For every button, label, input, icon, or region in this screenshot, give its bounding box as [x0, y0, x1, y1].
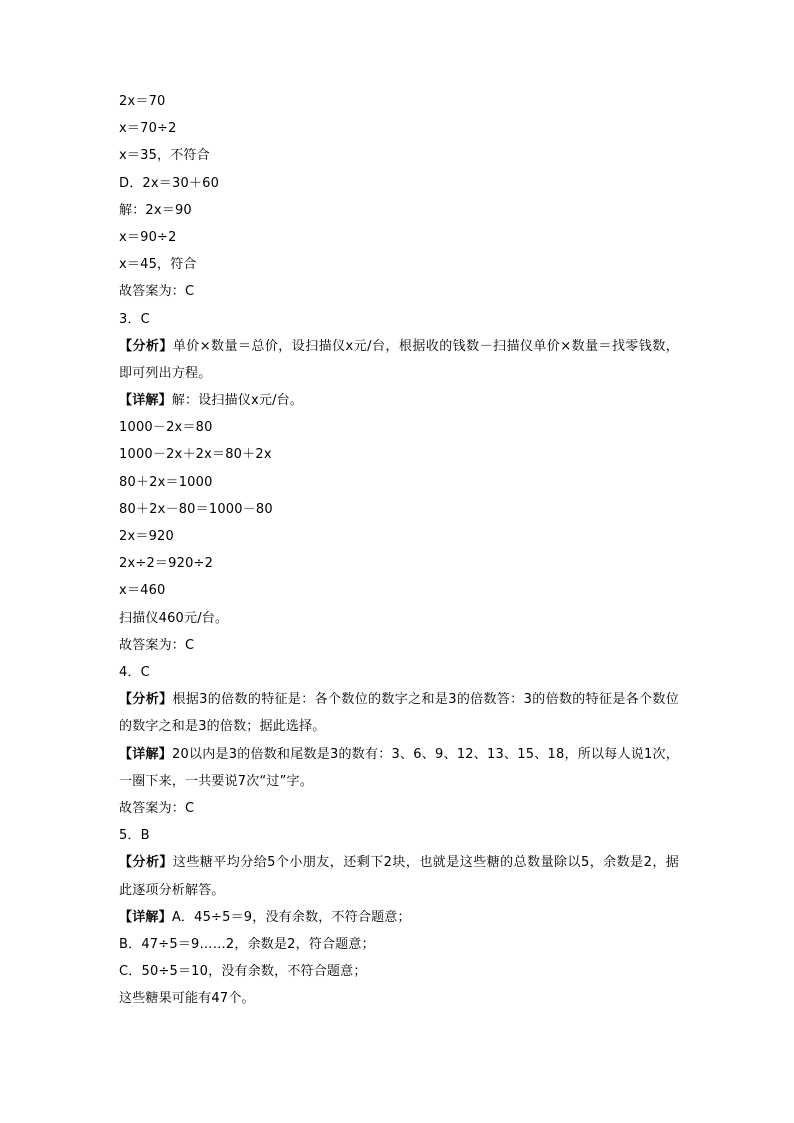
equation-line: x＝35，不符合 [119, 148, 210, 164]
solution-line: 解：2x＝90 [119, 202, 192, 218]
analysis-text: 这些糖平均分给5个小朋友，还剩下2块，也就是这些糖的总数量除以5，余数是2，据此逐项分析解答。 [119, 855, 679, 898]
equation-line: 2x＝920 [119, 529, 174, 545]
equation-line: x＝45，符合 [119, 257, 197, 273]
option-line: B．47÷5＝9……2，余数是2，符合题意； [119, 936, 375, 952]
equation-line: x＝460 [119, 583, 166, 599]
detail-tag: 【详解】 [119, 746, 172, 762]
equation-line: 80＋2x＝1000 [119, 474, 213, 490]
conclusion-line: 这些糖果可能有47个。 [119, 991, 255, 1007]
detail-text: 解：设扫描仪x元/台。 [171, 393, 304, 409]
equation-line: 1000－2x＋2x＝80＋2x [119, 447, 272, 463]
analysis-paragraph [119, 686, 679, 740]
detail-paragraph [119, 904, 679, 931]
answer-line: 故答案为：C [119, 800, 195, 816]
detail-text: 20以内是3的倍数和尾数是3的数有：3、6、9、12、13、15、18，所以每人说1次，一圈下来，一共要说7次“过”字。 [119, 746, 679, 789]
equation-line: 80＋2x－80＝1000－80 [119, 501, 273, 517]
answer-line: 故答案为：C [119, 637, 195, 653]
option-line: D．2x＝30＋60 [119, 175, 220, 191]
equation-line: 1000－2x＝80 [119, 420, 213, 436]
answer-content [119, 88, 679, 1013]
detail-tag: 【详解】 [119, 909, 172, 925]
question-number-line: 5．B [119, 828, 150, 844]
detail-paragraph [119, 741, 679, 795]
detail-paragraph [119, 387, 679, 414]
option-line: C．50÷5＝10，没有余数，不符合题意； [119, 964, 367, 980]
analysis-tag: 【分析】 [119, 338, 173, 354]
detail-tag: 【详解】 [119, 393, 172, 409]
analysis-paragraph [119, 333, 679, 387]
equation-line: x＝70÷2 [119, 121, 177, 137]
detail-text: A．45÷5＝9，没有余数，不符合题意； [171, 909, 411, 925]
analysis-paragraph [119, 849, 679, 903]
analysis-tag: 【分析】 [119, 855, 173, 871]
equation-line: 2x÷2＝920÷2 [119, 556, 214, 572]
question-number-line: 3．C [119, 311, 150, 327]
analysis-tag: 【分析】 [119, 692, 173, 708]
question-number-line: 4．C [119, 664, 150, 680]
analysis-text: 根据3的倍数的特征是：各个数位的数字之和是3的倍数答：3的倍数的特征是各个数位的数字之和是3的倍数；据此选择。 [119, 692, 679, 735]
equation-line: x＝90÷2 [119, 229, 177, 245]
answer-line: 故答案为：C [119, 284, 195, 300]
analysis-text: 单价×数量＝总价，设扫描仪x元/台，根据收的钱数－扫描仪单价×数量＝找零钱数，即可列出方程。 [119, 338, 679, 381]
conclusion-line: 扫描仪460元/台。 [119, 610, 229, 626]
equation-line: 2x＝70 [119, 94, 166, 109]
